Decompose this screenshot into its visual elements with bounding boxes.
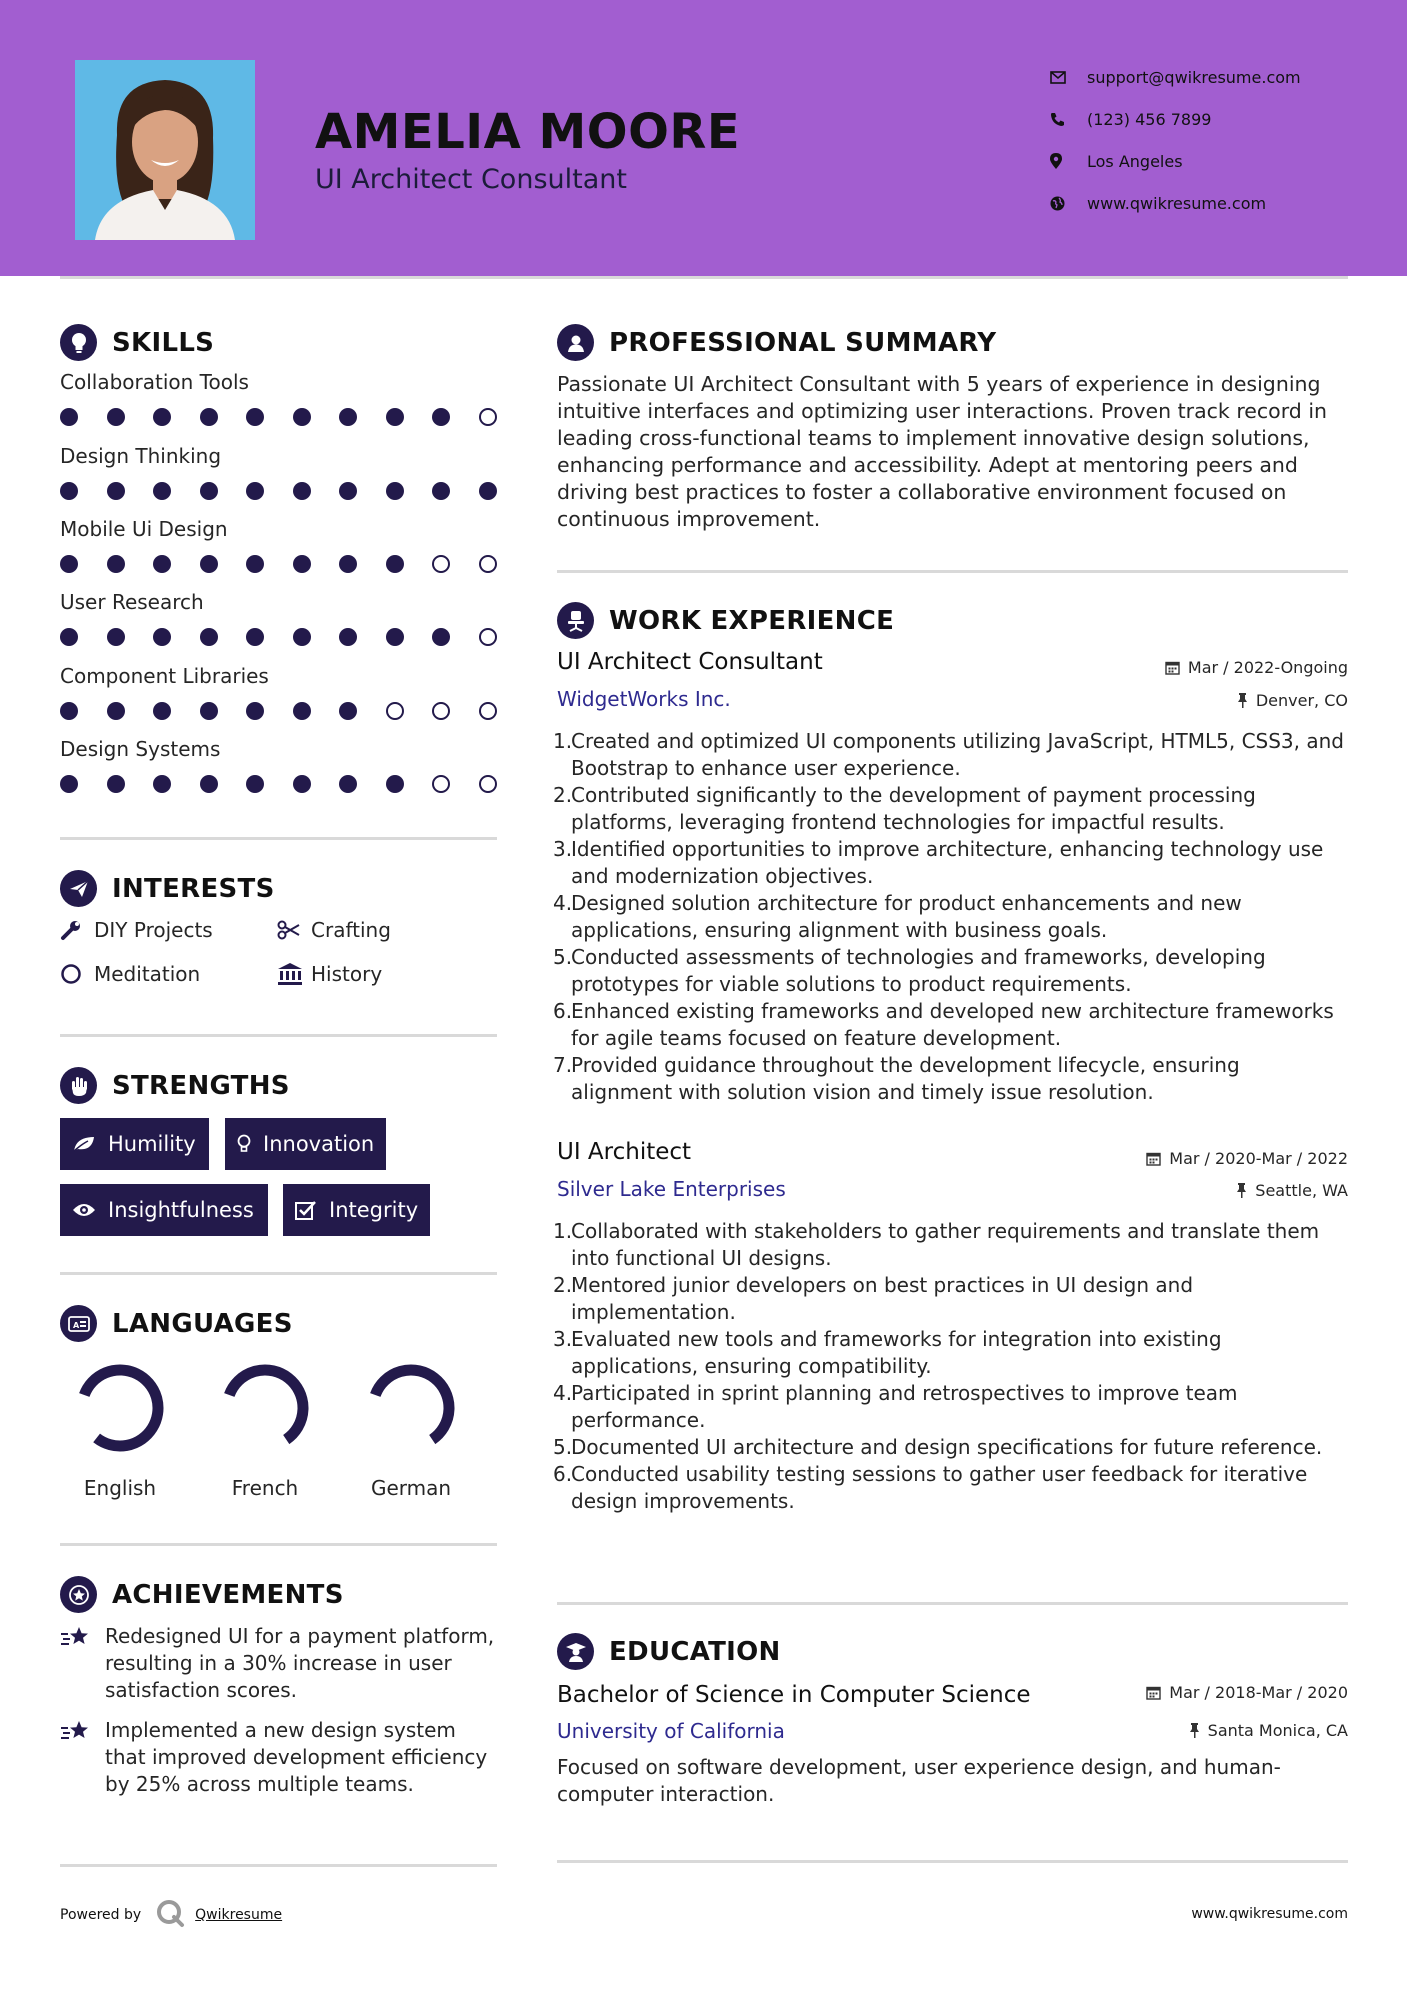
skill-dot-filled (60, 628, 78, 646)
footer-powered-by (60, 1898, 282, 1932)
skill-dot-filled (200, 482, 218, 500)
svg-text:A: A (72, 1320, 79, 1330)
skill-dot-empty (479, 408, 497, 426)
education-school: University of California (557, 1719, 785, 1743)
phone-icon (1050, 112, 1087, 127)
skill-dot-empty (432, 555, 450, 573)
envelope-icon (1050, 71, 1087, 84)
skill-dot-filled (339, 408, 357, 426)
skill-rating (60, 408, 500, 426)
job-bullet (553, 836, 1347, 890)
job-bullet (553, 1052, 1347, 1106)
bullet-text: Contributed significantly to the development of payment processing platforms, leveraging frontend technologies for impactful results. (571, 783, 1256, 834)
contact-website[interactable] (1050, 182, 1350, 224)
job-bullets (553, 728, 1347, 1106)
summary-text: Passionate UI Architect Consultant with 5 years of experience in designing intuitive interfaces and optimizing user interactions. Proven track record in leading cross-functional teams to implement innovative design solutions, enhancing performance and accessibility. Adept at mentoring peers and driving best practices to foster a collaborative environment focused on continuous improvement. (557, 372, 1328, 531)
skill-dot-filled (60, 482, 78, 500)
achievement-item (60, 1717, 500, 1798)
contact-email-text: support@qwikresume.com (1087, 67, 1301, 87)
bullet-number: 7. (553, 1053, 573, 1077)
contact-phone[interactable] (1050, 98, 1350, 140)
section-divider (60, 1864, 497, 1867)
contact-email[interactable] (1050, 56, 1350, 98)
language-progress-ring (217, 1360, 313, 1456)
skill-rating (60, 482, 500, 500)
skill-dot-filled (200, 408, 218, 426)
strengths-heading (60, 1067, 290, 1104)
language-name: English (83, 1476, 157, 1500)
section-divider (60, 1034, 497, 1037)
skill-dot-filled (386, 482, 404, 500)
bullet-number: 1. (553, 1219, 573, 1243)
job-location (1237, 691, 1348, 710)
interests-heading (60, 870, 275, 907)
skill-dot-filled (293, 628, 311, 646)
skill-dot-filled (200, 702, 218, 720)
map-pin-icon (1050, 153, 1087, 169)
job-company: Silver Lake Enterprises (557, 1177, 786, 1201)
bullet-number: 2. (553, 1273, 573, 1297)
job-bullet (553, 1434, 1347, 1461)
skill-dot-filled (293, 702, 311, 720)
bullet-text: Enhanced existing frameworks and developed new architecture frameworks for agile teams focused on feature development. (571, 999, 1334, 1050)
skill-dot-empty (479, 775, 497, 793)
summary-title: PROFESSIONAL SUMMARY (609, 327, 997, 358)
footer-website[interactable]: www.qwikresume.com (1191, 1906, 1348, 1922)
skill-dot-filled (200, 555, 218, 573)
languages-heading (60, 1305, 293, 1342)
skill-name: User Research (60, 590, 204, 614)
skill-dot-filled (107, 555, 125, 573)
bullet-number: 2. (553, 783, 573, 807)
interest-item (60, 962, 200, 986)
contact-location-text: Los Angeles (1087, 151, 1183, 171)
strength-badge (60, 1184, 268, 1236)
job-title: UI Architect Consultant (557, 649, 823, 675)
contact-list (1050, 56, 1350, 224)
skill-dot-filled (200, 775, 218, 793)
bullet-text: Designed solution architecture for product enhancements and new applications, ensuring alignment with business goals. (571, 891, 1242, 942)
skill-dot-filled (246, 555, 264, 573)
skill-name: Component Libraries (60, 664, 269, 688)
language-item (351, 1360, 471, 1500)
job-date-text: Mar / 2020-Mar / 2022 (1169, 1149, 1348, 1168)
bullet-number: 4. (553, 891, 573, 915)
skill-dot-filled (293, 482, 311, 500)
skill-dot-filled (339, 702, 357, 720)
check-square-icon (295, 1200, 317, 1220)
skill-name: Collaboration Tools (60, 370, 249, 394)
skill-dot-empty (386, 702, 404, 720)
skill-dot-filled (153, 482, 171, 500)
strength-badge (225, 1118, 386, 1170)
bullet-number: 1. (553, 729, 573, 753)
language-progress-arc (375, 1370, 449, 1440)
skill-rating (60, 555, 500, 573)
calendar-icon (1146, 1151, 1161, 1166)
education-location (1189, 1721, 1348, 1740)
skill-item (60, 737, 500, 793)
achievement-text: Implemented a new design system that improved development efficiency by 25% across multiple teams. (105, 1718, 488, 1796)
skill-dot-filled (293, 775, 311, 793)
skill-dot-filled (432, 482, 450, 500)
job-bullet (553, 782, 1347, 836)
eye-icon (72, 1202, 96, 1218)
job-bullet (553, 998, 1347, 1052)
section-divider (60, 837, 497, 840)
skill-dot-empty (479, 702, 497, 720)
skill-dot-filled (339, 628, 357, 646)
bullet-number: 5. (553, 1435, 573, 1459)
bullet-number: 4. (553, 1381, 573, 1405)
language-card-icon (60, 1305, 97, 1342)
section-divider (557, 1602, 1348, 1605)
strength-label: Insightfulness (108, 1198, 254, 1222)
skill-dot-filled (479, 482, 497, 500)
office-chair-icon (557, 602, 594, 639)
skill-dot-filled (107, 628, 125, 646)
skill-item (60, 444, 500, 500)
interest-label: Crafting (311, 918, 391, 942)
qwikresume-logo-icon (155, 1898, 185, 1932)
language-progress-ring (363, 1360, 459, 1456)
shooting-star-icon (60, 1717, 105, 1798)
pushpin-icon (1237, 693, 1248, 708)
section-divider (60, 1272, 497, 1275)
bullet-text: Created and optimized UI components utilizing JavaScript, HTML5, CSS3, and Bootstrap to enhance user experience. (571, 729, 1344, 780)
skill-name: Design Systems (60, 737, 221, 761)
wrench-icon (60, 919, 94, 941)
scissors-icon (277, 920, 311, 940)
education-description: Focused on software development, user experience design, and human-computer interaction. (557, 1755, 1281, 1806)
calendar-icon (1165, 660, 1180, 675)
strength-label: Innovation (263, 1132, 375, 1156)
skill-dot-filled (153, 628, 171, 646)
graduate-icon (557, 1633, 594, 1670)
circle-icon (60, 963, 94, 985)
skill-dot-filled (293, 408, 311, 426)
bullet-text: Conducted usability testing sessions to gather user feedback for iterative design improvements. (571, 1462, 1308, 1513)
bullet-number: 6. (553, 999, 573, 1023)
bullet-number: 3. (553, 1327, 573, 1351)
skill-item (60, 590, 500, 646)
skill-dot-filled (386, 775, 404, 793)
skill-dot-filled (246, 408, 264, 426)
skill-dot-filled (60, 702, 78, 720)
language-progress-arc (84, 1370, 158, 1446)
bullet-text: Conducted assessments of technologies and frameworks, developing prototypes for viable solutions to product requirements. (571, 945, 1266, 996)
skill-dot-empty (479, 628, 497, 646)
contact-location (1050, 140, 1350, 182)
interest-label: Meditation (94, 962, 201, 986)
skill-dot-filled (386, 628, 404, 646)
lightbulb-icon (237, 1134, 251, 1154)
summary-heading (557, 324, 996, 361)
bullet-text: Mentored junior developers on best practices in UI design and implementation. (571, 1273, 1194, 1324)
globe-icon (1050, 196, 1087, 211)
bullet-number: 6. (553, 1462, 573, 1486)
interest-label: History (311, 962, 383, 986)
language-progress-ring (72, 1360, 168, 1456)
language-name: French (231, 1476, 299, 1500)
skill-dot-filled (107, 408, 125, 426)
skill-dot-filled (246, 775, 264, 793)
job-bullet (553, 890, 1347, 944)
contact-phone-text: (123) 456 7899 (1087, 109, 1212, 129)
bank-icon (277, 962, 311, 986)
achievements-heading (60, 1576, 344, 1613)
achievement-text: Redesigned UI for a payment platform, resulting in a 30% increase in user satisfaction scores. (105, 1624, 495, 1702)
skill-rating (60, 702, 500, 720)
job-bullet (553, 1272, 1347, 1326)
job-bullet (553, 1326, 1347, 1380)
section-divider (60, 1543, 497, 1546)
candidate-role: UI Architect Consultant (315, 164, 627, 195)
user-icon (557, 324, 594, 361)
strengths-title: STRENGTHS (112, 1070, 290, 1101)
skill-item (60, 517, 500, 573)
education-heading (557, 1633, 781, 1670)
qwikresume-link[interactable]: Qwikresume (195, 1907, 283, 1923)
skill-dot-filled (386, 408, 404, 426)
skill-dot-filled (60, 555, 78, 573)
interest-item (60, 918, 213, 942)
job-date (1146, 1149, 1348, 1168)
calendar-icon (1146, 1685, 1161, 1700)
skill-dot-filled (60, 775, 78, 793)
strength-badge (60, 1118, 209, 1170)
interest-item (277, 962, 382, 986)
job-bullet (553, 1461, 1347, 1515)
job-location-text: Denver, CO (1255, 691, 1348, 710)
bullet-text: Identified opportunities to improve architecture, enhancing technology use and modernization objectives. (571, 837, 1324, 888)
strength-label: Integrity (329, 1198, 419, 1222)
skill-dot-filled (60, 408, 78, 426)
skill-dot-filled (246, 702, 264, 720)
strength-label: Humility (108, 1132, 196, 1156)
bullet-text: Provided guidance throughout the development lifecycle, ensuring alignment with solution vision and timely issue resolution. (571, 1053, 1240, 1104)
languages-title: LANGUAGES (112, 1308, 293, 1339)
language-item (60, 1360, 180, 1500)
skill-dot-empty (432, 702, 450, 720)
pushpin-icon (1189, 1723, 1200, 1738)
skill-dot-filled (339, 482, 357, 500)
interest-label: DIY Projects (94, 918, 213, 942)
paper-plane-icon (60, 870, 97, 907)
bullet-number: 5. (553, 945, 573, 969)
interests-title: INTERESTS (112, 873, 275, 904)
strength-badge (283, 1184, 430, 1236)
skill-item (60, 664, 500, 720)
skill-dot-empty (432, 775, 450, 793)
shooting-star-icon (60, 1623, 105, 1704)
candidate-name: AMELIA MOORE (315, 104, 741, 160)
experience-title: WORK EXPERIENCE (609, 605, 895, 636)
skill-dot-filled (107, 702, 125, 720)
job-title: UI Architect (557, 1139, 692, 1165)
profile-photo (75, 60, 255, 240)
lightbulb-icon (60, 324, 97, 361)
achievements-title: ACHIEVEMENTS (112, 1579, 344, 1610)
education-date (1146, 1683, 1348, 1702)
skill-dot-filled (386, 555, 404, 573)
education-degree: Bachelor of Science in Computer Science (557, 1682, 1031, 1708)
skill-dot-filled (107, 775, 125, 793)
job-date (1165, 658, 1348, 677)
skill-item (60, 370, 500, 426)
job-location-text: Seattle, WA (1255, 1181, 1348, 1200)
bullet-text: Collaborated with stakeholders to gather requirements and translate them into functional UI designs. (571, 1219, 1320, 1270)
skill-dot-filled (107, 482, 125, 500)
skill-rating (60, 775, 500, 793)
pushpin-icon (1236, 1183, 1247, 1198)
interest-item (277, 918, 391, 942)
job-date-text: Mar / 2022-Ongoing (1187, 658, 1348, 677)
job-bullets (553, 1218, 1347, 1515)
skills-title: SKILLS (112, 327, 215, 358)
achievement-item (60, 1623, 500, 1704)
job-company: WidgetWorks Inc. (557, 687, 731, 711)
contact-website-text: www.qwikresume.com (1087, 193, 1267, 213)
job-location (1236, 1181, 1348, 1200)
education-date-text: Mar / 2018-Mar / 2020 (1169, 1683, 1348, 1702)
section-divider (557, 570, 1348, 573)
language-item (205, 1360, 325, 1500)
skill-dot-filled (432, 628, 450, 646)
job-bullet (553, 728, 1347, 782)
job-bullet (553, 944, 1347, 998)
skill-name: Mobile Ui Design (60, 517, 228, 541)
hand-icon (60, 1067, 97, 1104)
language-progress-arc (229, 1370, 303, 1440)
skills-heading (60, 324, 214, 361)
section-divider (557, 1860, 1348, 1863)
job-bullet (553, 1218, 1347, 1272)
skill-dot-filled (153, 408, 171, 426)
skill-dot-filled (339, 555, 357, 573)
skill-dot-filled (153, 775, 171, 793)
language-name: German (370, 1476, 452, 1500)
bullet-number: 3. (553, 837, 573, 861)
leaf-icon (72, 1135, 96, 1153)
powered-by-label: Powered by (60, 1907, 142, 1923)
bullet-text: Evaluated new tools and frameworks for integration into existing applications, ensuring compatibility. (571, 1327, 1222, 1378)
experience-heading (557, 602, 894, 639)
education-title: EDUCATION (609, 1636, 781, 1667)
header-divider (60, 276, 1348, 279)
skill-dot-filled (246, 482, 264, 500)
job-bullet (553, 1380, 1347, 1434)
skill-name: Design Thinking (60, 444, 222, 468)
skill-dot-filled (339, 775, 357, 793)
skill-rating (60, 628, 500, 646)
skill-dot-filled (246, 628, 264, 646)
skill-dot-filled (153, 702, 171, 720)
bullet-text: Participated in sprint planning and retrospectives to improve team performance. (571, 1381, 1238, 1432)
skill-dot-filled (153, 555, 171, 573)
star-badge-icon (60, 1576, 97, 1613)
education-location-text: Santa Monica, CA (1207, 1721, 1348, 1740)
skill-dot-filled (293, 555, 311, 573)
bullet-text: Documented UI architecture and design specifications for future reference. (571, 1435, 1323, 1459)
skill-dot-filled (200, 628, 218, 646)
skill-dot-empty (479, 555, 497, 573)
skill-dot-filled (432, 408, 450, 426)
